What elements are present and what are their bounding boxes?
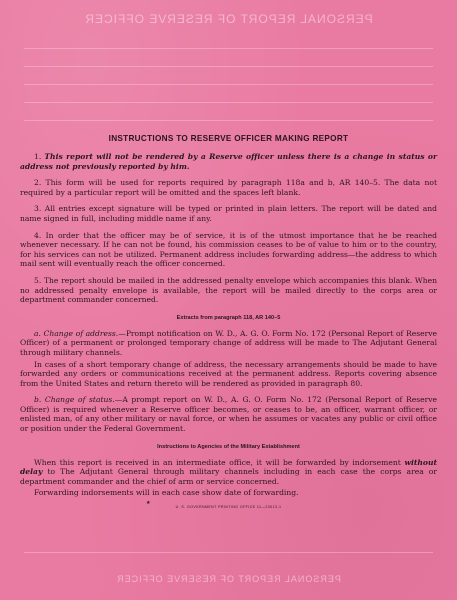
instructions-content — [20, 134, 437, 509]
paragraph-1-text: This report will not be rendered by a Reserve officer unless there is a change in status or address not previously reported by him. — [20, 152, 437, 171]
printing-office-imprint — [20, 500, 437, 510]
printing-office-text: U. S. GOVERNMENT PRINTING OFFICE 11—23013-1 — [175, 505, 282, 510]
show-through-bottom: PERSONAL REPORT OF RESERVE OFFICER — [116, 574, 341, 584]
paragraph-4: 4. In order that the officer may be of service, it is of the utmost importance that he be reached whenever necessary. If he can not be found, his commission ceases to be of value to him or to the country, for his services can not be utilized. Permanent address includes forwarding address—the address to which mail sent will eventually reach the officer concerned. — [20, 230, 437, 269]
agencies-paragraph — [20, 458, 437, 487]
extract-a-label: a. Change of address. — [34, 328, 119, 338]
agencies-emphasis: without delay — [20, 457, 437, 477]
agencies-text-after: to The Adjutant General through military channels including in each case the corps area or department commander and the chief of arm or service concerned. — [20, 467, 438, 486]
show-through-rule — [24, 102, 433, 103]
extract-a-text: —Prompt notification on W. D., A. G. O. Form No. 172 (Personal Report of Reserve Officer) of a permanent or prolonged temporary change of address will be made to The Adjutant General through military channels. — [20, 328, 437, 357]
extract-b-label: b. Change of status. — [34, 395, 115, 405]
paragraph-2: 2. This form will be used for reports required by paragraph 118a and b, AR 140–5. The data not required by a particular report will be omitted and the spaces left blank. — [20, 178, 437, 197]
extract-b-text: —A prompt report on W. D., A. G. O. Form No. 172 (Personal Report of Reserve Officer) is required whenever a Reserve officer becomes, or ceases to be, an officer, warrant officer, or enlisted man, of any other military or naval force, or when he assumes or vacates any public or civil office or position under the Federal Government. — [20, 395, 437, 434]
page-title: INSTRUCTIONS TO RESERVE OFFICER MAKING REPORT — [108, 134, 349, 143]
star-icon: ★ — [146, 500, 151, 507]
agencies-heading: Instructions to Agencies of the Military Establishment — [157, 443, 300, 450]
show-through-rule — [24, 48, 433, 49]
show-through-rule — [24, 120, 433, 121]
agencies-forwarding: Forwarding indorsements will in each case show date of forwarding. — [34, 488, 299, 498]
agencies-text-before: When this report is received in an intermediate office, it will be forwarded by indorsement — [34, 457, 401, 467]
extracts-heading: Extracts from paragraph 118, AR 140–5 — [176, 314, 281, 321]
paragraph-3: 3. All entries except signature will be typed or printed in plain letters. The report will be dated and name signed in full, including middle name if any. — [20, 204, 437, 223]
extract-a — [20, 329, 437, 358]
show-through-title: PERSONAL REPORT OF RESERVE OFFICER — [84, 12, 373, 26]
show-through-rule — [24, 66, 433, 67]
show-through-rule — [24, 552, 433, 553]
extract-b — [20, 395, 437, 433]
show-through-rule — [24, 84, 433, 85]
paragraph-1-number: 1. — [34, 152, 42, 161]
extract-a-continued: In cases of a short temporary change of address, the necessary arrangements should be made to have forwarded any orders or communications received at the permanent address. Reports covering absence from the United States and return thereto will be rendered as provided in paragraph 80. — [20, 359, 437, 388]
paragraph-5: 5. The report should be mailed in the addressed penalty envelope which accompanies this blank. When no addressed penalty envelope is available, the report will be mailed directly to the corps area or department commander concerned. — [20, 275, 437, 305]
paragraph-1 — [20, 152, 437, 171]
